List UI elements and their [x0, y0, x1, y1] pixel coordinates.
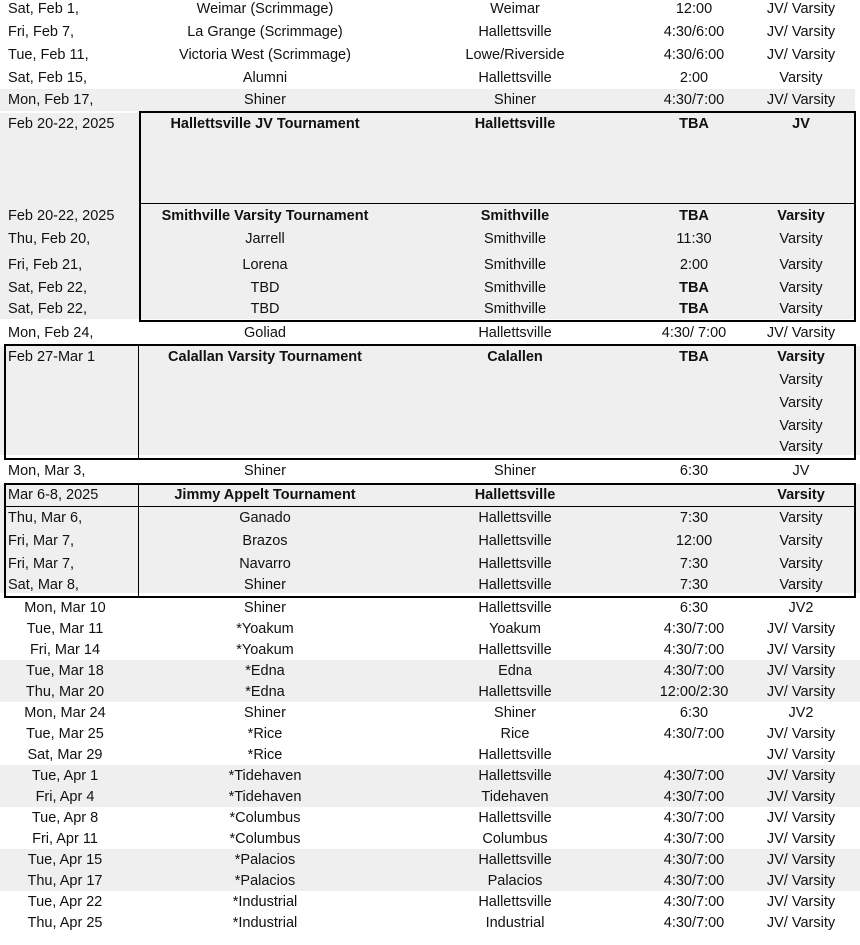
level-cell: Varsity — [779, 533, 823, 549]
time-cell: TBA — [679, 301, 709, 317]
location-cell: Palacios — [487, 873, 543, 889]
opponent-cell: *Palacios — [234, 873, 296, 889]
schedule-row — [0, 369, 860, 392]
opponent-cell: TBD — [250, 301, 280, 317]
location-cell: Hallettsville — [478, 533, 552, 549]
location-cell: Smithville — [483, 257, 547, 273]
schedule-row — [0, 765, 860, 786]
date-cell: Tue, Apr 22 — [27, 894, 103, 910]
date-cell: Tue, Mar 18 — [26, 663, 104, 679]
opponent-cell: Jarrell — [245, 231, 285, 247]
schedule-row — [0, 723, 860, 744]
date-cell: Sat, Feb 1, — [8, 1, 79, 17]
time-cell: 7:30 — [679, 510, 709, 526]
level-cell: Varsity — [779, 577, 823, 593]
opponent-cell: *Tidehaven — [228, 789, 302, 805]
time-cell: 4:30/ 7:00 — [661, 325, 727, 341]
location-cell: Weimar — [490, 1, 540, 17]
schedule-row — [0, 228, 855, 254]
date-cell: Sat, Feb 15, — [8, 70, 87, 86]
level-cell: JV/ Varsity — [766, 852, 836, 868]
location-cell: Hallettsville — [478, 325, 552, 341]
location-cell: Hallettsville — [474, 487, 556, 503]
date-cell: Sat, Mar 29 — [27, 747, 103, 763]
opponent-cell: Shiner — [244, 92, 286, 108]
level-cell: JV/ Varsity — [766, 684, 836, 700]
level-cell: Varsity — [779, 510, 823, 526]
date-cell: Feb 20-22, 2025 — [8, 116, 115, 132]
time-cell: 12:00 — [675, 1, 713, 17]
time-cell: TBA — [679, 208, 709, 224]
level-cell: Varsity — [779, 257, 823, 273]
schedule-row — [0, 574, 860, 593]
opponent-cell: *Yoakum — [236, 621, 294, 637]
date-cell: Fri, Mar 14 — [29, 642, 101, 658]
opponent-cell: Alumni — [242, 70, 288, 86]
level-cell: Varsity — [777, 487, 825, 503]
location-cell: Hallettsville — [478, 600, 552, 616]
date-cell: Feb 27-Mar 1 — [8, 349, 96, 365]
schedule-row — [0, 807, 860, 828]
date-cell: Tue, Mar 11 — [26, 621, 104, 637]
time-cell: 4:30/7:00 — [663, 831, 725, 847]
location-cell: Shiner — [494, 92, 536, 108]
opponent-cell: Smithville Varsity Tournament — [161, 208, 369, 224]
opponent-cell: Shiner — [244, 463, 286, 479]
time-cell: 12:00 — [675, 533, 713, 549]
opponent-cell: *Palacios — [234, 852, 296, 868]
date-cell: Feb 20-22, 2025 — [8, 208, 115, 224]
location-cell: Hallettsville — [478, 24, 552, 40]
schedule-row — [0, 681, 860, 702]
date-cell: Fri, Apr 11 — [32, 831, 98, 847]
time-cell: 2:00 — [679, 70, 709, 86]
location-cell: Hallettsville — [474, 116, 556, 132]
opponent-cell: *Tidehaven — [228, 768, 302, 784]
level-cell: Varsity — [779, 395, 823, 411]
opponent-cell: Lorena — [242, 257, 288, 273]
date-cell: Thu, Mar 20 — [25, 684, 105, 700]
level-cell: JV/ Varsity — [766, 915, 836, 931]
opponent-cell: *Yoakum — [236, 642, 294, 658]
level-cell: Varsity — [779, 372, 823, 388]
time-cell: 4:30/7:00 — [663, 894, 725, 910]
date-cell: Thu, Mar 6, — [8, 510, 83, 526]
location-cell: Yoakum — [489, 621, 541, 637]
schedule-row — [0, 660, 860, 681]
schedule-row — [0, 484, 860, 507]
opponent-cell: Navarro — [239, 556, 291, 572]
schedule-row — [0, 870, 860, 891]
location-cell: Hallettsville — [478, 577, 552, 593]
date-cell: Thu, Apr 17 — [27, 873, 103, 889]
time-cell: 4:30/7:00 — [663, 92, 725, 108]
level-cell: JV/ Varsity — [766, 789, 836, 805]
location-cell: Rice — [500, 726, 530, 742]
level-cell: Varsity — [779, 439, 823, 455]
location-cell: Shiner — [494, 463, 536, 479]
schedule-row — [0, 205, 855, 228]
time-cell: 4:30/7:00 — [663, 768, 725, 784]
schedule-row — [0, 44, 860, 65]
date-cell: Tue, Feb 11, — [8, 47, 89, 63]
level-cell: JV/ Varsity — [766, 810, 836, 826]
location-cell: Smithville — [483, 301, 547, 317]
date-cell: Sat, Mar 8, — [8, 577, 79, 593]
schedule-row — [0, 553, 860, 574]
level-cell: JV/ Varsity — [766, 831, 836, 847]
date-cell: Tue, Apr 8 — [31, 810, 99, 826]
opponent-cell: Calallan Varsity Tournament — [168, 349, 362, 365]
date-cell: Mar 6-8, 2025 — [8, 487, 99, 503]
opponent-cell: *Edna — [245, 663, 285, 679]
location-cell: Hallettsville — [478, 768, 552, 784]
opponent-cell: *Rice — [247, 726, 283, 742]
time-cell: 4:30/7:00 — [663, 621, 725, 637]
level-cell: Varsity — [779, 280, 823, 296]
schedule-row — [0, 298, 855, 319]
level-cell: JV/ Varsity — [766, 726, 836, 742]
date-cell: Fri, Mar 7, — [8, 556, 75, 572]
time-cell: 4:30/7:00 — [663, 915, 725, 931]
location-cell: Edna — [498, 663, 532, 679]
location-cell: Tidehaven — [481, 789, 549, 805]
opponent-cell: Weimar (Scrimmage) — [196, 1, 334, 17]
date-cell: Thu, Feb 20, — [8, 231, 91, 247]
date-cell: Sat, Feb 22, — [8, 280, 87, 296]
schedule-row — [0, 639, 860, 660]
level-cell: Varsity — [779, 301, 823, 317]
opponent-cell: *Columbus — [229, 810, 301, 826]
opponent-cell: *Rice — [247, 747, 283, 763]
level-cell: JV — [792, 463, 810, 479]
schedule-row — [0, 67, 860, 88]
date-cell: Mon, Mar 10 — [24, 600, 106, 616]
level-cell: Varsity — [779, 418, 823, 434]
level-cell: JV/ Varsity — [766, 894, 836, 910]
date-cell: Mon, Feb 17, — [8, 92, 94, 108]
level-cell: JV/ Varsity — [766, 92, 836, 108]
time-cell: 4:30/6:00 — [663, 47, 725, 63]
level-cell: JV2 — [788, 600, 814, 616]
opponent-cell: Shiner — [244, 600, 286, 616]
location-cell: Lowe/Riverside — [465, 47, 565, 63]
level-cell: Varsity — [779, 70, 823, 86]
location-cell: Hallettsville — [478, 894, 552, 910]
opponent-cell: Hallettsville JV Tournament — [170, 116, 360, 132]
level-cell: JV/ Varsity — [766, 768, 836, 784]
schedule-row — [0, 392, 860, 415]
level-cell: JV/ Varsity — [766, 642, 836, 658]
schedule-row — [0, 849, 860, 870]
schedule-row — [0, 507, 860, 530]
location-cell: Hallettsville — [478, 684, 552, 700]
level-cell: Varsity — [779, 231, 823, 247]
schedule-row — [0, 277, 855, 298]
date-cell: Tue, Apr 15 — [27, 852, 103, 868]
location-cell: Hallettsville — [478, 510, 552, 526]
time-cell: 7:30 — [679, 577, 709, 593]
level-cell: JV/ Varsity — [766, 873, 836, 889]
time-cell: 4:30/7:00 — [663, 873, 725, 889]
level-cell: Varsity — [777, 349, 825, 365]
schedule-row — [0, 460, 860, 481]
date-cell: Mon, Mar 24 — [24, 705, 106, 721]
schedule-row — [0, 786, 860, 807]
date-cell: Sat, Feb 22, — [8, 301, 87, 317]
opponent-cell: *Industrial — [232, 894, 298, 910]
schedule-row — [0, 113, 855, 205]
schedule-row — [0, 597, 860, 618]
schedule-row — [0, 891, 860, 912]
date-cell: Thu, Apr 25 — [27, 915, 103, 931]
time-cell: 4:30/6:00 — [663, 24, 725, 40]
schedule-row — [0, 912, 860, 933]
time-cell: 4:30/7:00 — [663, 642, 725, 658]
opponent-cell: Goliad — [244, 325, 286, 341]
schedule-row — [0, 254, 855, 277]
time-cell: 6:30 — [679, 705, 709, 721]
schedule-row — [0, 415, 860, 436]
date-cell: Fri, Apr 4 — [35, 789, 95, 805]
location-cell: Hallettsville — [478, 642, 552, 658]
schedule-row — [0, 618, 860, 639]
location-cell: Smithville — [480, 208, 550, 224]
time-cell: 11:30 — [676, 231, 712, 247]
location-cell: Hallettsville — [478, 747, 552, 763]
level-cell: JV — [792, 116, 810, 132]
level-cell: JV/ Varsity — [766, 325, 836, 341]
opponent-cell: La Grange (Scrimmage) — [187, 24, 343, 40]
location-cell: Columbus — [482, 831, 548, 847]
schedule-row — [0, 0, 860, 19]
location-cell: Hallettsville — [478, 70, 552, 86]
opponent-cell: Victoria West (Scrimmage) — [179, 47, 351, 63]
location-cell: Industrial — [485, 915, 545, 931]
schedule-row — [0, 89, 855, 111]
opponent-cell: Brazos — [242, 533, 288, 549]
location-cell: Shiner — [494, 705, 536, 721]
schedule-row — [0, 436, 860, 455]
date-cell: Mon, Mar 3, — [8, 463, 86, 479]
schedule-row — [0, 322, 860, 343]
opponent-cell: Shiner — [244, 577, 286, 593]
date-cell: Fri, Feb 21, — [8, 257, 83, 273]
level-cell: JV/ Varsity — [766, 24, 836, 40]
date-cell: Fri, Mar 7, — [8, 533, 75, 549]
schedule-row — [0, 21, 860, 42]
location-cell: Smithville — [483, 280, 547, 296]
level-cell: JV/ Varsity — [766, 663, 836, 679]
date-cell: Tue, Apr 1 — [31, 768, 99, 784]
date-cell: Mon, Feb 24, — [8, 325, 94, 341]
level-cell: JV2 — [788, 705, 814, 721]
time-cell: TBA — [679, 116, 709, 132]
date-cell: Fri, Feb 7, — [8, 24, 75, 40]
schedule-row — [0, 530, 860, 553]
time-cell: 12:00/2:30 — [659, 684, 729, 700]
time-cell: 4:30/7:00 — [663, 852, 725, 868]
schedule-row — [0, 346, 860, 369]
opponent-cell: Jimmy Appelt Tournament — [174, 487, 356, 503]
level-cell: JV/ Varsity — [766, 621, 836, 637]
location-cell: Calallen — [487, 349, 543, 365]
time-cell: 4:30/7:00 — [663, 726, 725, 742]
location-cell: Hallettsville — [478, 556, 552, 572]
schedule-row — [0, 828, 860, 849]
location-cell: Hallettsville — [478, 852, 552, 868]
opponent-cell: Ganado — [239, 510, 291, 526]
time-cell: 4:30/7:00 — [663, 789, 725, 805]
date-cell: Tue, Mar 25 — [26, 726, 104, 742]
location-cell: Hallettsville — [478, 810, 552, 826]
time-cell: 6:30 — [679, 600, 709, 616]
time-cell: 4:30/7:00 — [663, 663, 725, 679]
level-cell: Varsity — [779, 556, 823, 572]
level-cell: JV/ Varsity — [766, 1, 836, 17]
time-cell: 4:30/7:00 — [663, 810, 725, 826]
location-cell: Smithville — [483, 231, 547, 247]
opponent-cell: *Industrial — [232, 915, 298, 931]
opponent-cell: Shiner — [244, 705, 286, 721]
time-cell: 7:30 — [679, 556, 709, 572]
level-cell: JV/ Varsity — [766, 747, 836, 763]
time-cell: TBA — [679, 349, 709, 365]
schedule-row — [0, 702, 860, 723]
opponent-cell: *Edna — [245, 684, 285, 700]
time-cell: 6:30 — [679, 463, 709, 479]
opponent-cell: TBD — [250, 280, 280, 296]
level-cell: JV/ Varsity — [766, 47, 836, 63]
schedule-row — [0, 744, 860, 765]
time-cell: 2:00 — [679, 257, 709, 273]
opponent-cell: *Columbus — [229, 831, 301, 847]
level-cell: Varsity — [777, 208, 825, 224]
time-cell: TBA — [679, 280, 709, 296]
